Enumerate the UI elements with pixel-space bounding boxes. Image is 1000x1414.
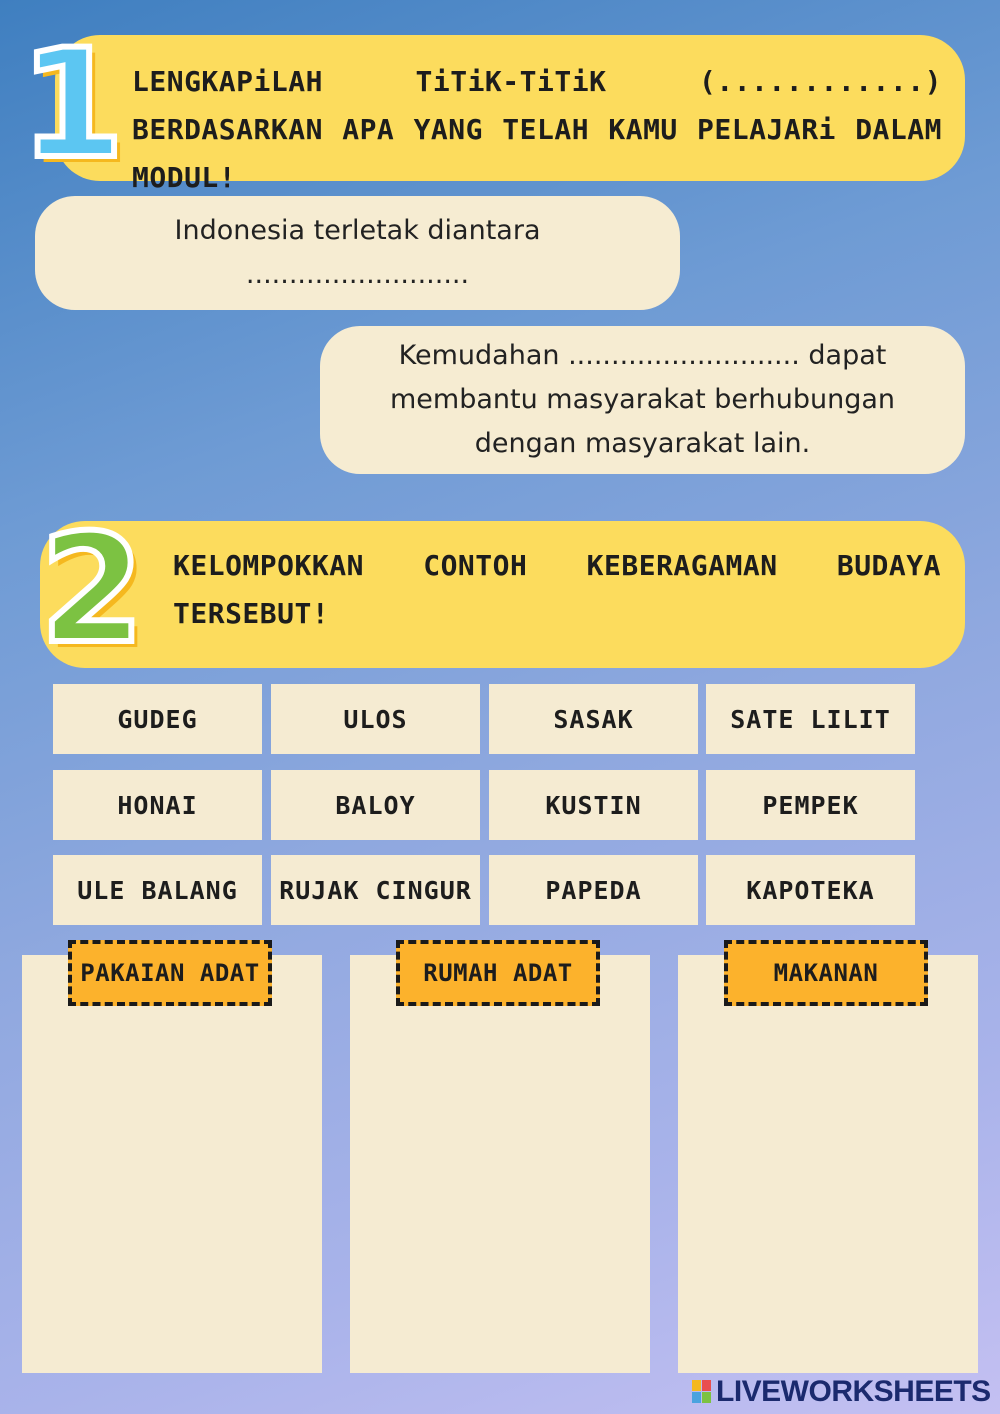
question-1-text: Indonesia terletak diantara <box>174 215 541 246</box>
section-number-2: 2 <box>40 503 145 677</box>
liveworksheets-brand <box>692 1375 991 1409</box>
drag-tile-ule-balang[interactable]: ULE BALANG <box>53 855 262 925</box>
drag-tile-sate-lilit[interactable]: SATE LILIT <box>706 684 915 754</box>
category-label-makanan: MAKANAN <box>724 940 928 1006</box>
liveworksheets-logo-icon <box>692 1380 712 1404</box>
instruction-text-2: KELOMPOKKAN CONTOH KEBERAGAMAN BUDAYA TERSEBUT! <box>173 549 941 630</box>
drag-tile-papeda[interactable]: PAPEDA <box>489 855 698 925</box>
drop-zone-makanan[interactable] <box>678 955 978 1373</box>
brand-name: LIVEWORKSHEETS <box>716 1375 991 1408</box>
drag-tile-rujak-cingur[interactable]: RUJAK CINGUR <box>271 855 480 925</box>
category-label-pakaian-adat: PAKAIAN ADAT <box>68 940 272 1006</box>
drag-tile-honai[interactable]: HONAI <box>53 770 262 840</box>
drop-zone-rumah-adat[interactable] <box>350 955 650 1373</box>
question-2-line-3: dengan masyarakat lain. <box>474 428 811 459</box>
question-2-line-2: membantu masyarakat berhubungan <box>389 384 895 415</box>
answer-blank-1[interactable]: .......................... <box>245 259 470 290</box>
drag-tile-kapoteka[interactable]: KAPOTEKA <box>706 855 915 925</box>
instruction-text-1: LENGKAPiLAH TiTiK-TiTiK (............) BERDASARKAN APA YANG TELAH KAMU PELAJARi DALAM MODUL! <box>132 65 942 194</box>
drag-tile-baloy[interactable]: BALOY <box>271 770 480 840</box>
question-2-line-1[interactable]: Kemudahan ........................... dapat <box>398 340 887 371</box>
drag-tile-kustin[interactable]: KUSTIN <box>489 770 698 840</box>
question-bubble-2 <box>320 326 965 474</box>
drop-zone-pakaian-adat[interactable] <box>22 955 322 1373</box>
section-number-1: 1 <box>20 18 125 192</box>
drag-tile-gudeg[interactable]: GUDEG <box>53 684 262 754</box>
drag-tile-pempek[interactable]: PEMPEK <box>706 770 915 840</box>
question-bubble-1 <box>35 196 680 310</box>
drag-tile-ulos[interactable]: ULOS <box>271 684 480 754</box>
category-label-rumah-adat: RUMAH ADAT <box>396 940 600 1006</box>
drag-tile-sasak[interactable]: SASAK <box>489 684 698 754</box>
